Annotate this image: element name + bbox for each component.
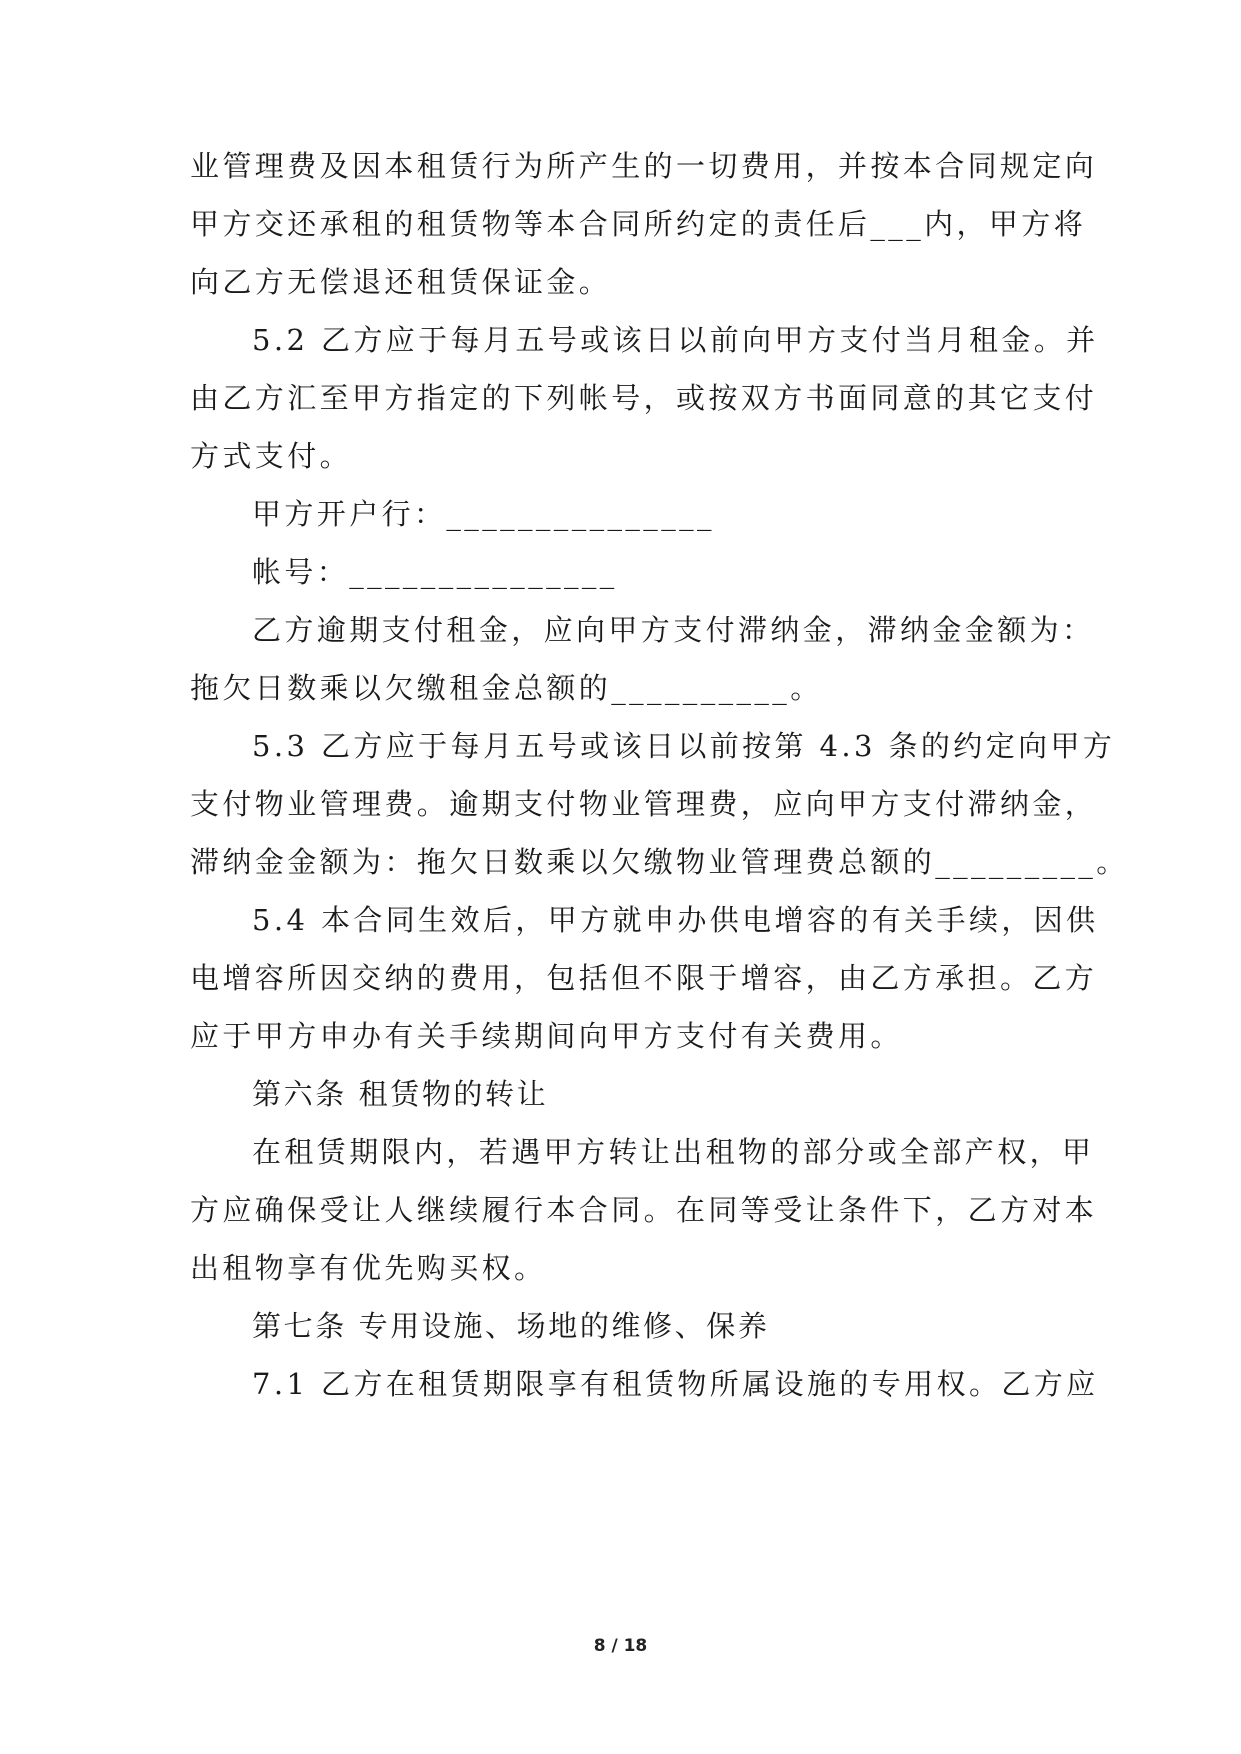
text-line: 业管理费及因本租赁行为所产生的一切费用，并按本合同规定向 — [190, 149, 1098, 183]
text-line: 应于甲方申办有关手续期间向甲方支付有关费用。 — [190, 1019, 903, 1053]
page-number: 8 / 18 — [593, 1636, 648, 1656]
text-line: 电增容所因交纳的费用，包括但不限于增容，由乙方承担。乙方 — [190, 961, 1098, 995]
text-line: 由乙方汇至甲方指定的下列帐号，或按双方书面同意的其它支付 — [190, 381, 1098, 415]
account-field: 帐号：_______________ — [252, 555, 618, 589]
bank-field: 甲方开户行：_______________ — [252, 497, 715, 531]
text-line: 方应确保受让人继续履行本合同。在同等受让条件下，乙方对本 — [190, 1193, 1098, 1227]
paragraph-5-3-start: 5.3 乙方应于每月五号或该日以前按第 4.3 条的约定向甲方 — [252, 729, 1116, 763]
paragraph-5-4-start: 5.4 本合同生效后，甲方就申办供电增容的有关手续，因供 — [252, 903, 1099, 937]
text-line: 方式支付。 — [190, 439, 353, 473]
section-heading-6: 第六条 租赁物的转让 — [252, 1077, 549, 1111]
text-line: 滞纳金金额为：拖欠日数乘以欠缴物业管理费总额的_________。 — [190, 845, 1129, 879]
text-line: 出租物享有优先购买权。 — [190, 1251, 547, 1285]
text-line: 甲方交还承租的租赁物等本合同所约定的责任后___内，甲方将 — [190, 207, 1087, 241]
text-line: 向乙方无偿退还租赁保证金。 — [190, 265, 612, 299]
text-line: 拖欠日数乘以欠缴租金总额的__________。 — [190, 671, 823, 705]
paragraph-5-2-start: 5.2 乙方应于每月五号或该日以前向甲方支付当月租金。并 — [252, 323, 1099, 357]
section-heading-7: 第七条 专用设施、场地的维修、保养 — [252, 1309, 770, 1343]
text-line: 在租赁期限内，若遇甲方转让出租物的部分或全部产权，甲 — [252, 1135, 1095, 1169]
text-line: 支付物业管理费。逾期支付物业管理费，应向甲方支付滞纳金， — [190, 787, 1098, 821]
text-line: 乙方逾期支付租金，应向甲方支付滞纳金，滞纳金金额为： — [252, 613, 1095, 647]
paragraph-7-1-start: 7.1 乙方在租赁期限享有租赁物所属设施的专用权。乙方应 — [252, 1367, 1099, 1401]
